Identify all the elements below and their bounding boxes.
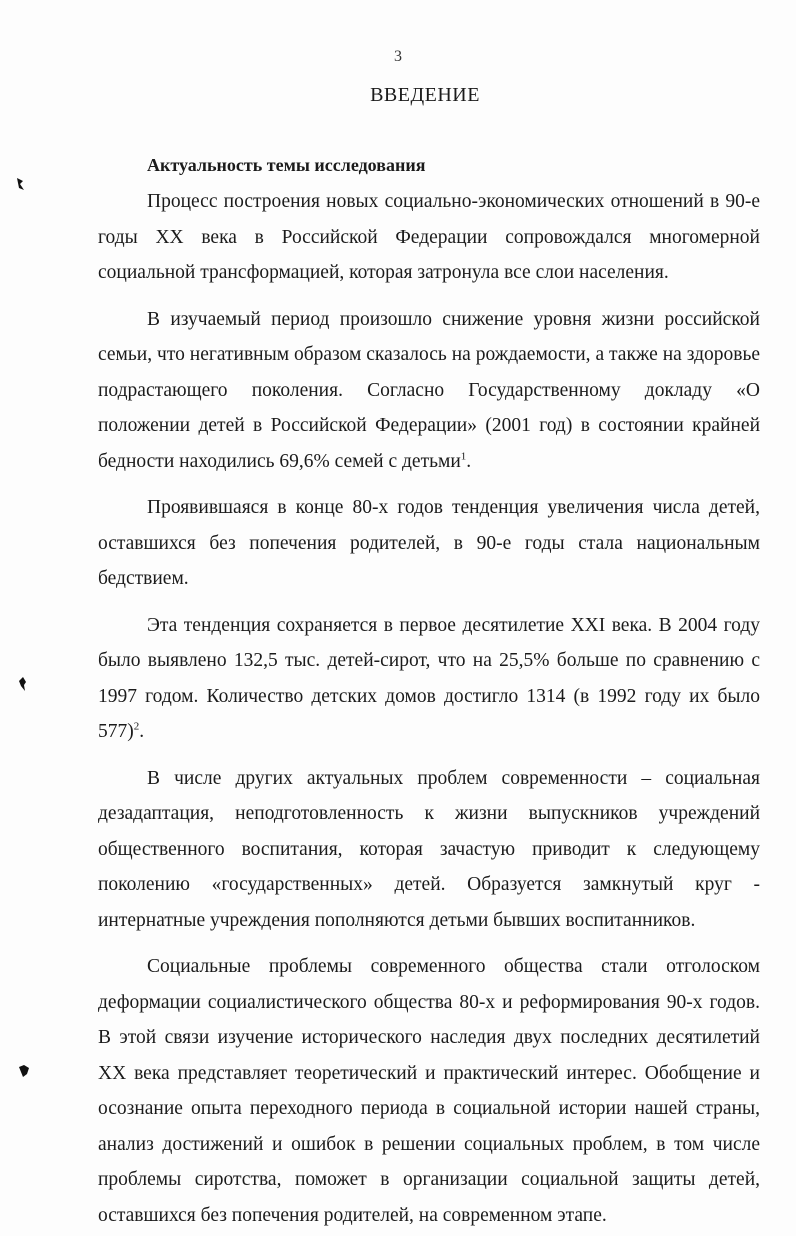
footnote-marker: 2: [133, 720, 140, 733]
binding-hole-mark-top: [14, 176, 28, 192]
page-title: ВВЕДЕНИЕ: [370, 84, 480, 106]
paragraph: Процесс построения новых социально-экономических отношений в 90-е годы XX века в Российской Федерации сопровождался многомерной социальной трансформацией, которая затронула все слои населения.: [98, 191, 760, 283]
paragraph: Социальные проблемы современного общества стали отголоском деформации социалистического общества 80-х и реформирования 90-х годов. В этой связи изучение исторического наследия двух последних десятилетий XX века представляет теоретический и практический интерес. Обобщение и осознание опыта переходного периода в социальной истории нашей страны, анализ достижений и ошибок в решении социальных проблем, в том числе проблемы сиротства, поможет в организации социальной защиты детей, оставшихся без попечения родителей, на современном этапе.: [98, 956, 760, 1226]
body-text: [98, 184, 760, 1244]
paragraph: Эта тенденция сохраняется в первое десятилетие XXI века. В 2004 году было выявлено 132,5 тыс. детей-сирот, что на 25,5% больше по сравнению с 1997 годом. Количество детских домов достигло 1314 (в 1992 году их было 577)$^2$.: [98, 614, 760, 742]
paragraph: Проявившаяся в конце 80-х годов тенденция увеличения числа детей, оставшихся без попечения родителей, в 90-е годы стала национальным бедствием.: [98, 497, 760, 589]
binding-hole-mark-middle: [16, 676, 30, 692]
binding-hole-mark-bottom: [17, 1063, 31, 1079]
page-number: 3: [394, 48, 402, 65]
paragraph: В числе других актуальных проблем современности – социальная дезадаптация, неподготовленность к жизни выпускников учреждений общественного воспитания, которая зачастую приводит к следующему поколению «государственных» детей. Образуется замкнутый круг - интернатные учреждения пополняются детьми бывших воспитанников.: [98, 767, 760, 931]
section-heading: Актуальность темы исследования: [147, 155, 426, 175]
footnote-marker: 1: [460, 450, 467, 462]
paragraph: В изучаемый период произошло снижение уровня жизни российской семьи, что негативным образом сказалось на рождаемости, а также на здоровье подрастающего поколения. Согласно Государственному докладу «О положении детей в Российской Федерации» (2001 год) в состоянии крайней бедности находились 69,6% семей с детьми$^1$.: [98, 308, 760, 472]
